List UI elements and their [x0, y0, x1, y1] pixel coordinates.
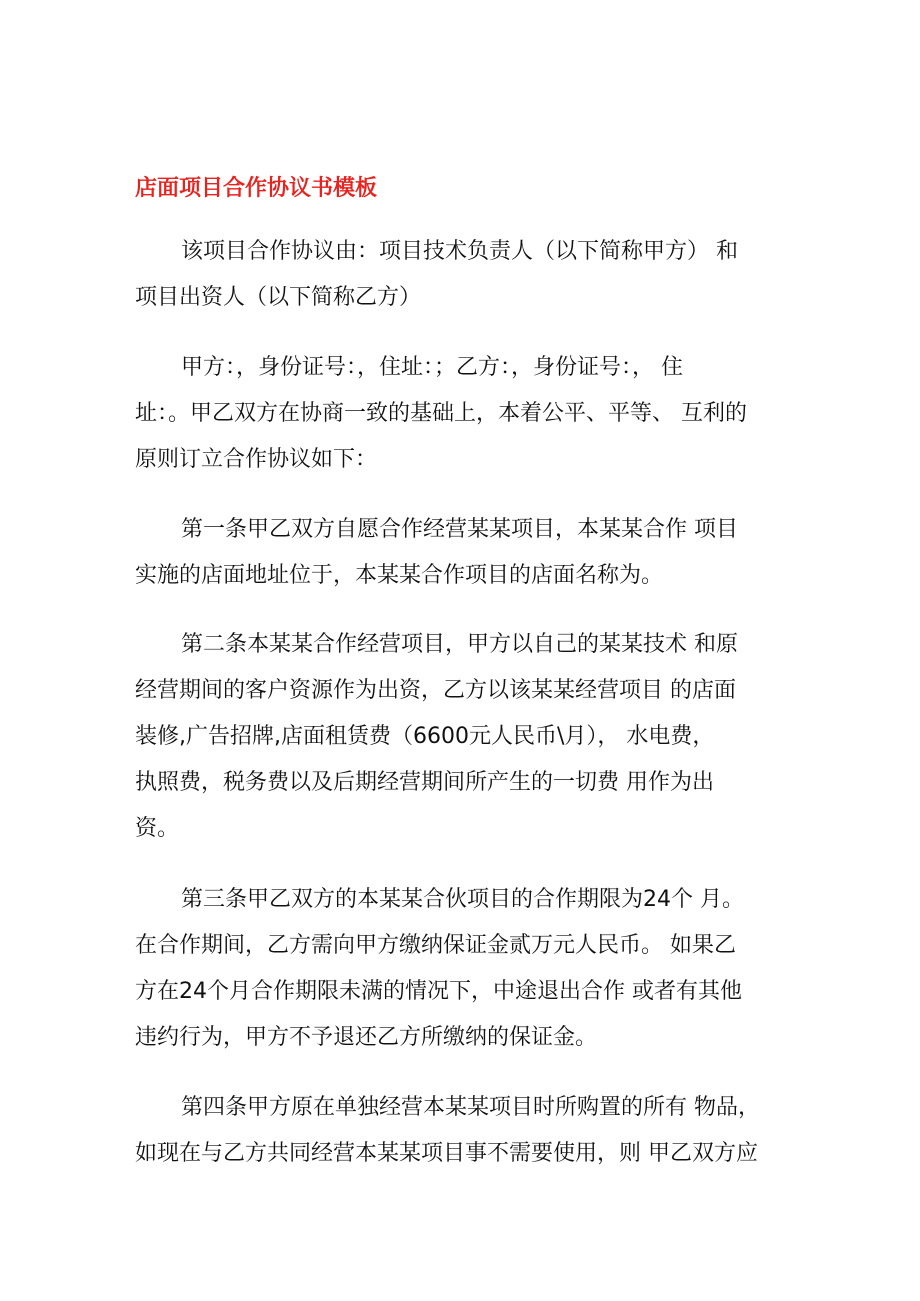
- paragraph-line: 第一条甲乙双方自愿合作经营某某项目，本某某合作 项目: [181, 517, 738, 542]
- paragraph-line: 方在24个月合作期限未满的情况下，中途退出合作 或者有其他: [135, 979, 742, 1004]
- paragraph-line: 资。: [135, 816, 180, 841]
- paragraph-intro: [135, 229, 815, 321]
- paragraph-line: 装修,广告招牌,店面租赁费（6600元人民币\月）， 水电费，: [135, 724, 715, 749]
- document-title: 店面项目合作协议书模板: [135, 176, 378, 201]
- paragraph-parties: [135, 345, 815, 483]
- paragraph-line: 原则订立合作协议如下：: [135, 447, 378, 472]
- paragraph-article-2: [135, 622, 815, 852]
- paragraph-line: 址：。甲乙双方在协商一致的基础上，本着公平、平等、 互利的: [135, 401, 747, 426]
- paragraph-line: 第三条甲乙双方的本某某合伙项目的合作期限为24个 月。: [181, 887, 744, 912]
- paragraph-line: 如现在与乙方共同经营本某某项目事不需要使用，则 甲乙双方应: [135, 1141, 758, 1166]
- paragraph-line: 执照费，税务费以及后期经营期间所产生的一切费 用作为出: [135, 770, 714, 795]
- paragraph-line: 第四条甲方原在单独经营本某某项目时所购置的所有 物品，: [181, 1095, 760, 1120]
- paragraph-line: 甲方：，身份证号：，住址：；乙方：，身份证号：， 住: [181, 355, 683, 380]
- paragraph-line: 在合作期间，乙方需向甲方缴纳保证金贰万元人民币。 如果乙: [135, 933, 736, 958]
- paragraph-line: 项目出资人（以下简称乙方）: [135, 285, 422, 310]
- paragraph-line: 经营期间的客户资源作为出资，乙方以该某某经营项目 的店面: [135, 678, 736, 703]
- paragraph-article-1: [135, 507, 815, 599]
- paragraph-line: 该项目合作协议由：项目技术负责人（以下简称甲方） 和: [181, 239, 738, 264]
- paragraph-article-3: [135, 877, 815, 1061]
- paragraph-article-4: [135, 1085, 815, 1177]
- paragraph-line: 实施的店面地址位于，本某某合作项目的店面名称为。: [135, 563, 664, 588]
- paragraph-line: 第二条本某某合作经营项目，甲方以自己的某某技术 和原: [181, 632, 738, 657]
- paragraph-line: 违约行为，甲方不予退还乙方所缴纳的保证金。: [135, 1025, 598, 1050]
